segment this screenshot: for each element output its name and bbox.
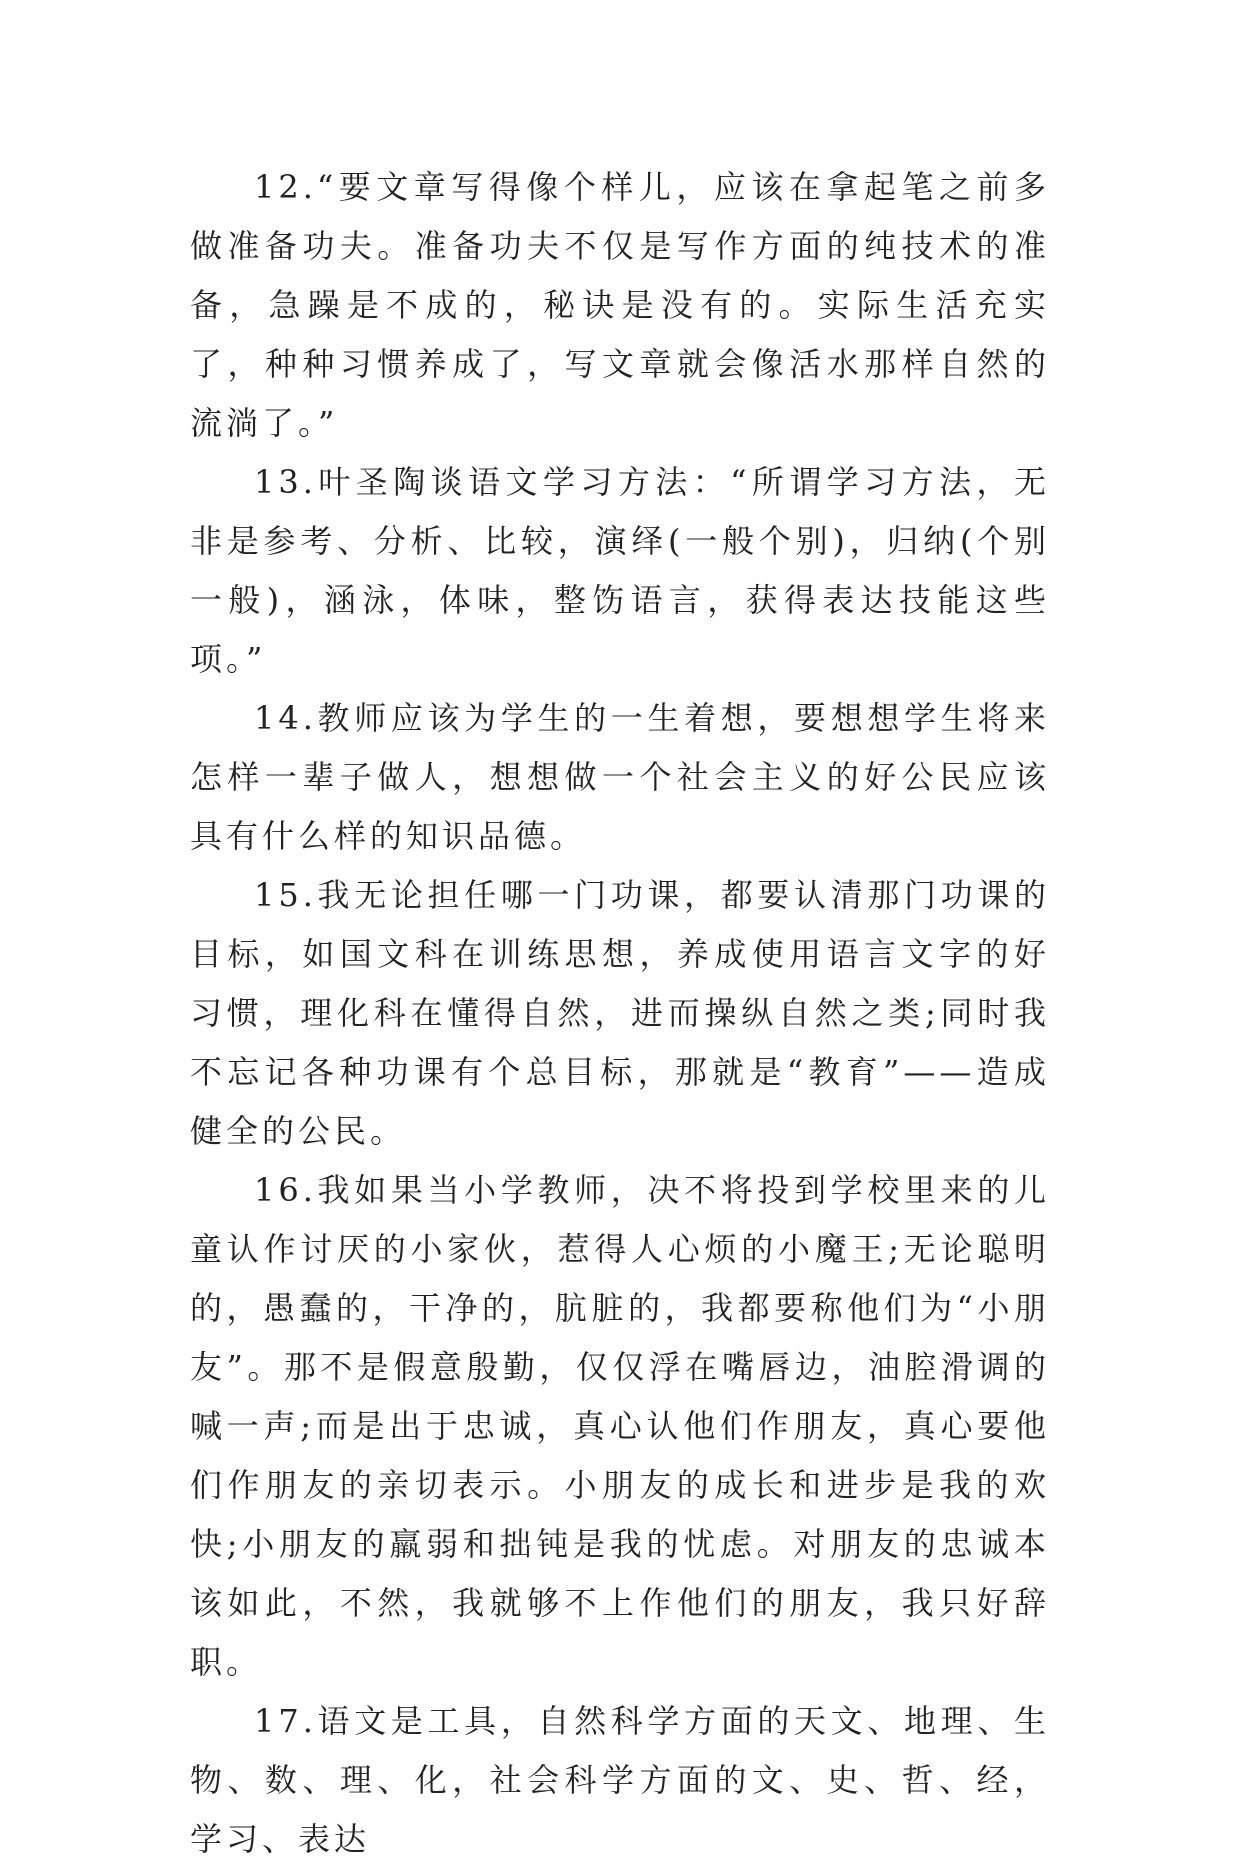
paragraph-12: 12.“要文章写得像个样儿，应该在拿起笔之前多做准备功夫。准备功夫不仅是写作方面的纯技术的准备，急躁是不成的，秘诀是没有的。实际生活充实了，种种习惯养成了，写文章就会像活水那样自然的流淌了。” <box>190 168 1050 442</box>
document-body <box>190 158 1050 1869</box>
paragraph-15: 15.我无论担任哪一门功课，都要认清那门功课的目标，如国文科在训练思想，养成使用语言文字的好习惯，理化科在懂得自然，进而操纵自然之类;同时我不忘记各种功课有个总目标，那就是“教育”——造成健全的公民。 <box>190 876 1050 1150</box>
paragraph-16: 16.我如果当小学教师，决不将投到学校里来的儿童认作讨厌的小家伙，惹得人心烦的小魔王;无论聪明的，愚蠢的，干净的，肮脏的，我都要称他们为“小朋友”。那不是假意殷勤，仅仅浮在嘴唇边，油腔滑调的喊一声;而是出于忠诚，真心认他们作朋友，真心要他们作朋友的亲切表示。小朋友的成长和进步是我的欢快;小朋友的羸弱和拙钝是我的忧虑。对朋友的忠诚本该如此，不然，我就够不上作他们的朋友，我只好辞职。 <box>190 1171 1050 1681</box>
paragraph-14: 14.教师应该为学生的一生着想，要想想学生将来怎样一辈子做人，想想做一个社会主义的好公民应该具有什么样的知识品德。 <box>190 699 1050 855</box>
paragraph-17: 17.语文是工具，自然科学方面的天文、地理、生物、数、理、化，社会科学方面的文、史、哲、经，学习、表达 <box>190 1702 1050 1858</box>
paragraph-13: 13.叶圣陶谈语文学习方法：“所谓学习方法，无非是参考、分析、比较，演绎(一般个别)，归纳(个别一般)，涵泳，体味，整饬语言，获得表达技能这些项。” <box>190 463 1050 678</box>
